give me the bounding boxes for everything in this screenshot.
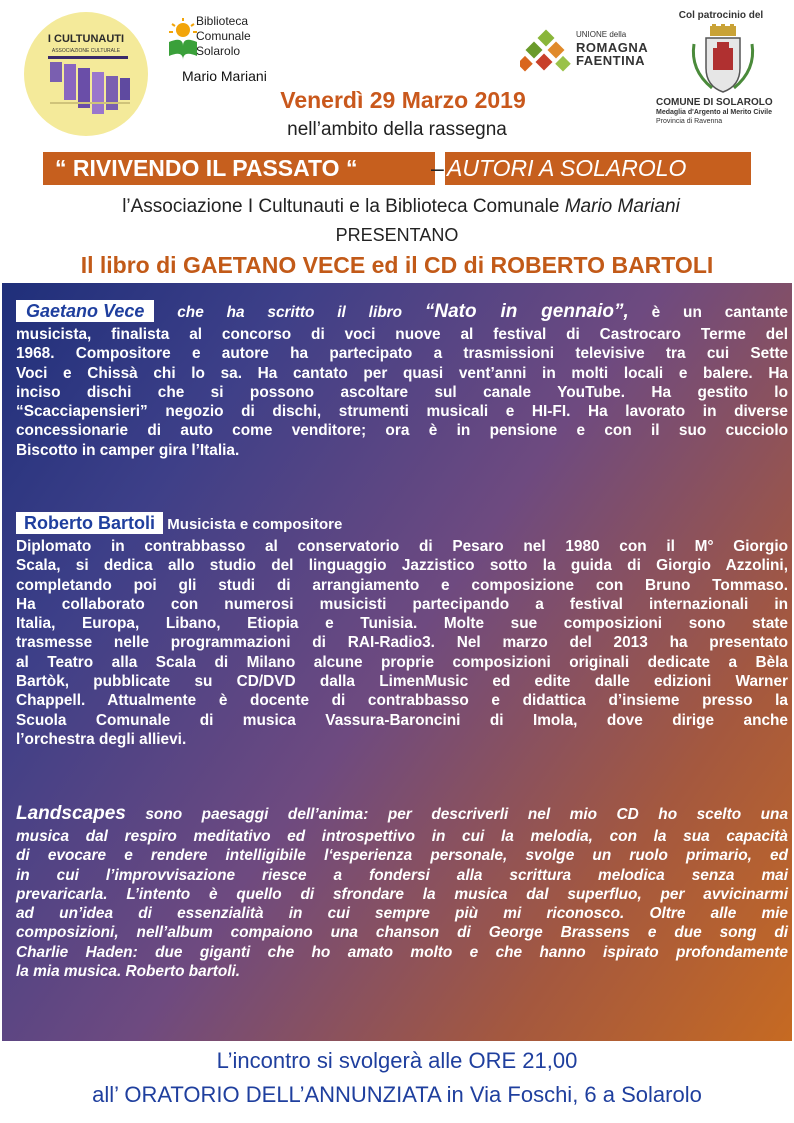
presenters-library-name: Mario Mariani [564,196,680,217]
text-line: Ha collaborato con numerosi musicisti partecipando a festival internazionali in [16,595,788,613]
text-line: la mia musica. Roberto bartoli. [16,963,241,981]
sun-book-icon [166,16,200,66]
unione-romagna-logo [520,28,670,80]
roberto-section [16,512,788,749]
unione-line2: ROMAGNA [576,40,649,55]
patrocinio-title: Col patrocinio del [678,10,764,21]
text-line: Charlie Haden: due giganti che ho amato molto e che hanno ispirato profondamente [16,943,788,961]
biblioteca-line3: Solarolo [196,44,241,58]
landscapes-title: Landscapes [16,803,126,824]
rassegna-line: nell’ambito della rassegna [287,119,507,140]
unione-line1: UNIONE della [576,30,627,39]
text-line: l’orchestra degli allievi. [16,730,187,748]
text-line: Biscotto in camper gira l’Italia. [16,441,240,459]
roberto-role: Musicista e compositore [167,516,343,533]
text-line: “Scacciapensieri” negozio di dischi, strumenti musicali e HI-FI. Ha lavorato in diverse [16,403,788,421]
text-line: Bartòk, pubblicate su CD/DVD dalla LimenMusic ed edite dalle edizioni Warner [16,673,788,691]
landscapes-first: sono paesaggi dell’anima: per descriverli nel mio CD ho scelto una [145,806,788,823]
patrocinio-comune: COMUNE DI SOLAROLO [656,97,773,108]
cultunauti-logo-subtitle: ASSOCIAZIONE CULTURALE [51,48,121,54]
unione-squares-icon [520,28,574,80]
text-line: in cui l’improvvisazione riesce a fondersi alla scrittura melodica senza mai [16,866,788,884]
patrocinio-provincia: Provincia di Ravenna [656,118,723,125]
text-line: Diplomato in contrabbasso al conservatorio di Pesaro nel 1980 con il M° Giorgio [16,538,788,555]
biblioteca-name: Mario Mariani [182,68,267,84]
presenters-line [16,196,786,218]
coat-of-arms-icon [688,24,758,96]
unione-line3: FAENTINA [576,53,645,68]
text-line: concessionarie di auto come venditore; ora è in pensione e con il suo cucciolo [16,422,788,440]
text-line: completando poi gli studi di arrangiamento e composizione con Bruno Tommaso. [16,576,788,594]
text-line: Italia, Europa, Libano, Etiopia e Tunisia. Molte sue composizioni sono state [16,615,788,633]
biblioteca-line2: Comunale [196,29,251,43]
text-line: di evocare e rendere intelligibile l‘esperienza personale, svolge un ruolo primario, ed [16,847,788,865]
text-line: prevaricarla. L’intento è quello di sfrondare la musica dal superfluo, per avvicinarmi [16,885,788,903]
patrocinio-block [656,10,786,130]
patrocinio-medaglia: Medaglia d'Argento al Merito Civile [656,109,773,116]
event-date: Venerdì 29 Marzo 2019 [280,87,526,113]
gaetano-book-title: “Nato in gennaio”, [424,301,629,322]
gaetano-section [16,300,788,460]
gaetano-intro2: è un cantante [651,304,788,321]
gaetano-first-line [16,300,788,325]
event-location: all’ ORATORIO DELL’ANNUNZIATA in Via Foschi, 6 a Solarolo [92,1082,702,1107]
text-line: Scala, si dedica allo studio del linguaggio Jazzistico sotto la guida di Giorgio Azzolini, [16,557,788,575]
text-line: ad un’idea di essenzialità in cui sempre più mi riconosco. Oltre alle mie [16,905,788,923]
text-line: Chappell. Attualmente è docente di contrabbasso e didattica d’insieme presso la [16,692,788,710]
text-line: musicista, finalista al concorso di voci nuove al festival di Castrocaro Terme del [16,326,788,343]
roberto-name-box: Roberto Bartoli [16,512,163,534]
banner-dash: – [431,155,444,181]
event-time: L’incontro si svolgerà alle ORE 21,00 [216,1048,578,1073]
text-line: musica dal respiro meditativo ed introspettivo in cui la melodia, con la sua capacità [16,828,788,845]
gaetano-intro: che ha scritto il libro [177,304,403,321]
cultunauti-logo [24,12,148,136]
text-line: al Teatro alla Scala di Milano alcune proprie composizioni originali dedicate a Bèla [16,653,788,671]
banner-autori: AUTORI A SOLAROLO [447,155,687,181]
text-line: 1968. Compositore e autore ha partecipato a trasmissioni televisive tra cui Sette [16,345,788,363]
text-line: Voci e Chissà chi lo sa. Ha cantato per quasi vent’anni in molti locali e balere. Ha [16,364,788,382]
landscapes-first-line [16,802,788,827]
book-cd-title: Il libro di GAETANO VECE ed il CD di ROBERTO BARTOLI [80,252,714,278]
biblioteca-logo [166,14,306,94]
text-line: trasmesse nelle programmazioni di RAI-Radio3. Nel marzo del 2013 ha presentato [16,634,788,652]
cultunauti-emblem-icon [24,12,148,136]
biblioteca-line1: Biblioteca [196,14,249,28]
text-line: composizioni, nell’album compaiono una chanson di George Brassens e due song di [16,924,788,942]
presentano-line: PRESENTANO [335,225,459,245]
text-line: Scuola Comunale di musica Vassura-Baroncini di Imola, dove dirige anche [16,711,788,729]
text-line: inciso dischi che si possono ascoltare sul canale YouTube. Ha gestito lo [16,383,788,401]
roberto-first-line [16,512,788,537]
banner-rivivendo: “ RIVIVENDO IL PASSATO “ [55,155,358,181]
rassegna-banner [43,152,751,185]
presenters-text: l’Associazione I Cultunauti e la Biblioteca Comunale [122,196,560,217]
landscapes-section [16,802,788,981]
cultunauti-logo-title: I CULTUNAUTI [47,33,125,45]
gaetano-name-box: Gaetano Vece [16,300,154,322]
